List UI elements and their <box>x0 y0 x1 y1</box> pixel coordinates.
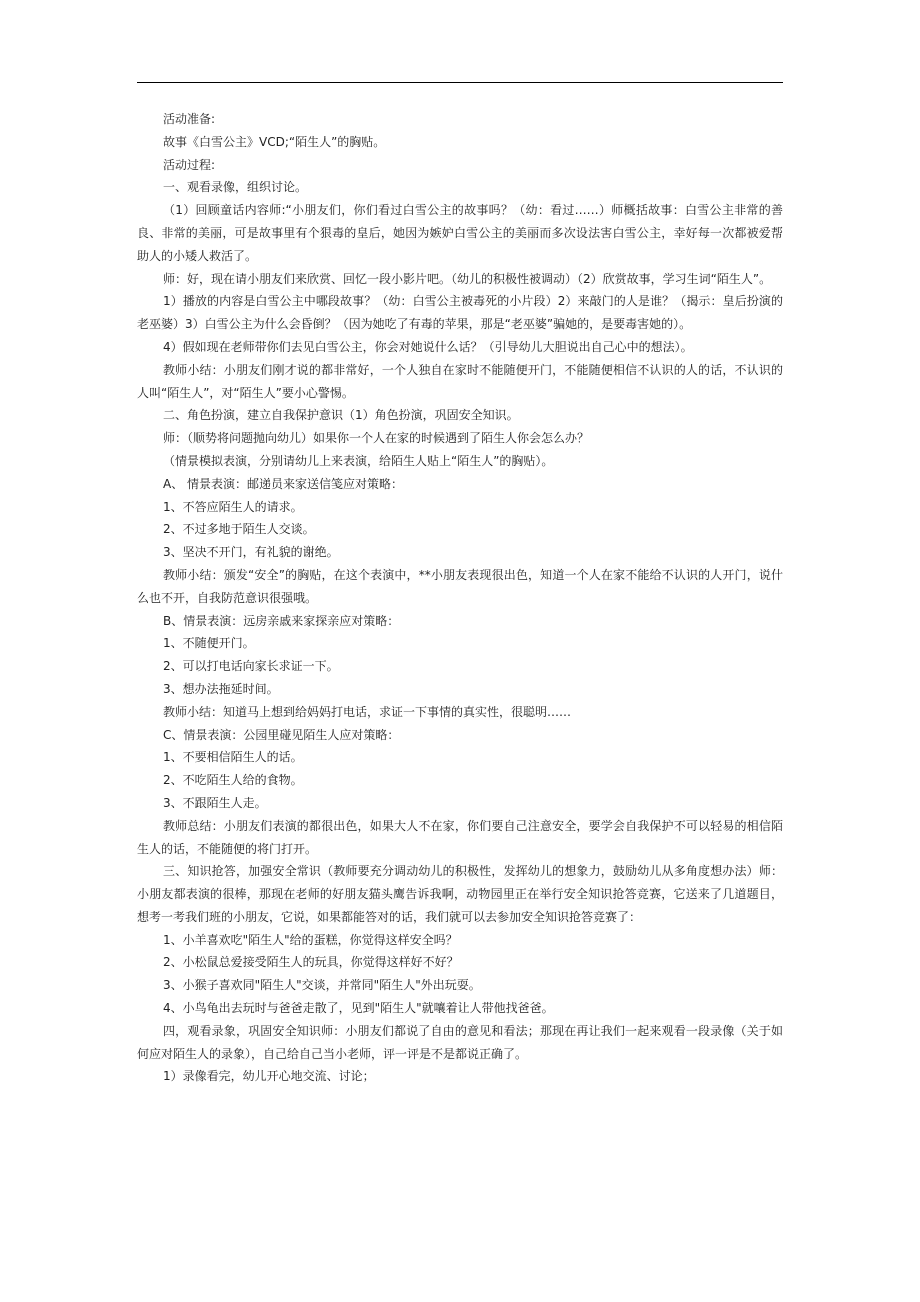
paragraph: 教师小结：颁发“安全”的胸贴，在这个表演中，**小朋友表现很出色，知道一个人在家不能给不认识的人开门，说什么也不开，自我防范意识很强哦。 <box>137 567 783 605</box>
paragraph: 四，观看录象，巩固安全知识师：小朋友们都说了自由的意见和看法；那现在再让我们一起来观看一段录像（关于如何应对陌生人的录象），自己给自己当小老师，评一评是不是都说正确了。 <box>137 1023 783 1061</box>
paragraph: 师：好，现在请小朋友们来欣赏、回忆一段小影片吧。（幼儿的积极性被调动）（2）欣赏故事，学习生词“陌生人”。 <box>163 271 772 286</box>
paragraph: 三、知识抢答，加强安全常识（教师要充分调动幼儿的积极性，发挥幼儿的想象力，鼓励幼儿从多角度想办法）师：小朋友都表演的很棒，那现在老师的好朋友猫头鹰告诉我啊，动物园里正在举行安全知识抢答竞赛，它送来了几道题目，想考一考我们班的小朋友，它说，如果都能答对的话，我们就可以去参加安全知识抢答竞赛了： <box>137 864 783 924</box>
paragraph: 1、小羊喜欢吃"陌生人"给的蛋糕，你觉得这样安全吗？ <box>163 932 458 947</box>
paragraph: 一、观看录像，组织讨论。 <box>163 180 308 195</box>
paragraph: 2、小松鼠总爱接受陌生人的玩具，你觉得这样好不好？ <box>163 955 459 970</box>
paragraph: （1）回顾童话内容师:“小朋友们，你们看过白雪公主的故事吗？（幼：看过……）师概括故事：白雪公主非常的善良、非常的美丽，可是故事里有个狠毒的皇后，她因为嫉妒白雪公主的美丽而多次设法害白雪公主，幸好每一次都被爱帮助人的小矮人救活了。 <box>137 203 783 263</box>
paragraph: A、 情景表演：邮递员来家送信笺应对策略： <box>163 476 404 491</box>
paragraph: 教师小结：知道马上想到给妈妈打电话，求证一下事情的真实性，很聪明…… <box>163 704 572 719</box>
paragraph: 3、坚决不开门，有礼貌的谢绝。 <box>163 545 339 560</box>
paragraph: 3、不跟陌生人走。 <box>163 795 267 810</box>
paragraph: 4、小鸟龟出去玩时与爸爸走散了，见到"陌生人"就嚷着让人带他找爸爸。 <box>163 1001 554 1016</box>
paragraph: 二、角色扮演，建立自我保护意识（1）角色扮演，巩固安全知识。 <box>163 408 519 423</box>
paragraph: 1）播放的内容是白雪公主中哪段故事？（幼：白雪公主被毒死的小片段）2）来敲门的人是谁？（揭示：皇后扮演的老巫婆）3）白雪公主为什么会昏倒？（因为她吃了有毒的苹果，那是“老巫婆”骗她的，是要毒害她的）。 <box>137 294 783 332</box>
paragraph: 活动准备: <box>163 112 216 126</box>
paragraph: 1、不随便开门。 <box>163 636 255 651</box>
paragraph: 3、小猴子喜欢同"陌生人"交谈，并常同"陌生人"外出玩耍。 <box>163 978 481 993</box>
paragraph: （情景模拟表演，分别请幼儿上来表演，给陌生人贴上“陌生人”的胸贴）。 <box>163 453 554 468</box>
paragraph: 1、不答应陌生人的请求。 <box>163 499 303 514</box>
paragraph: 师：（顺势将问题抛向幼儿）如果你一个人在家的时候遇到了陌生人你会怎么办？ <box>163 431 590 446</box>
document-body <box>137 108 783 1088</box>
paragraph: 活动过程: <box>163 157 216 172</box>
paragraph: 教师总结：小朋友们表演的都很出色，如果大人不在家，你们要自己注意安全，要学会自我保护不可以轻易的相信陌生人的话，不能随便的将门打开。 <box>137 818 783 856</box>
paragraph: 1）录像看完，幼儿开心地交流、讨论； <box>163 1069 375 1084</box>
paragraph: 3、想办法拖延时间。 <box>163 681 279 696</box>
header-rule <box>137 82 783 83</box>
paragraph: 1、不要相信陌生人的话。 <box>163 750 303 765</box>
paragraph: B、情景表演：远房亲戚来家探亲应对策略： <box>163 613 400 628</box>
paragraph: 2、不吃陌生人给的食物。 <box>163 773 303 788</box>
paragraph: C、情景表演：公园里碰见陌生人应对策略： <box>163 727 400 742</box>
paragraph: 故事《白雪公主》VCD;“陌生人”的胸贴。 <box>163 134 386 149</box>
paragraph: 2、不过多地于陌生人交谈。 <box>163 522 315 537</box>
paragraph: 教师小结：小朋友们刚才说的都非常好，一个人独自在家时不能随便开门，不能随便相信不认识的人的话，不认识的人叫“陌生人”，对“陌生人”要小心警惕。 <box>137 362 783 400</box>
paragraph: 2、可以打电话向家长求证一下。 <box>163 659 339 674</box>
paragraph: 4）假如现在老师带你们去见白雪公主，你会对她说什么话？（引导幼儿大胆说出自己心中的想法）。 <box>163 339 693 354</box>
